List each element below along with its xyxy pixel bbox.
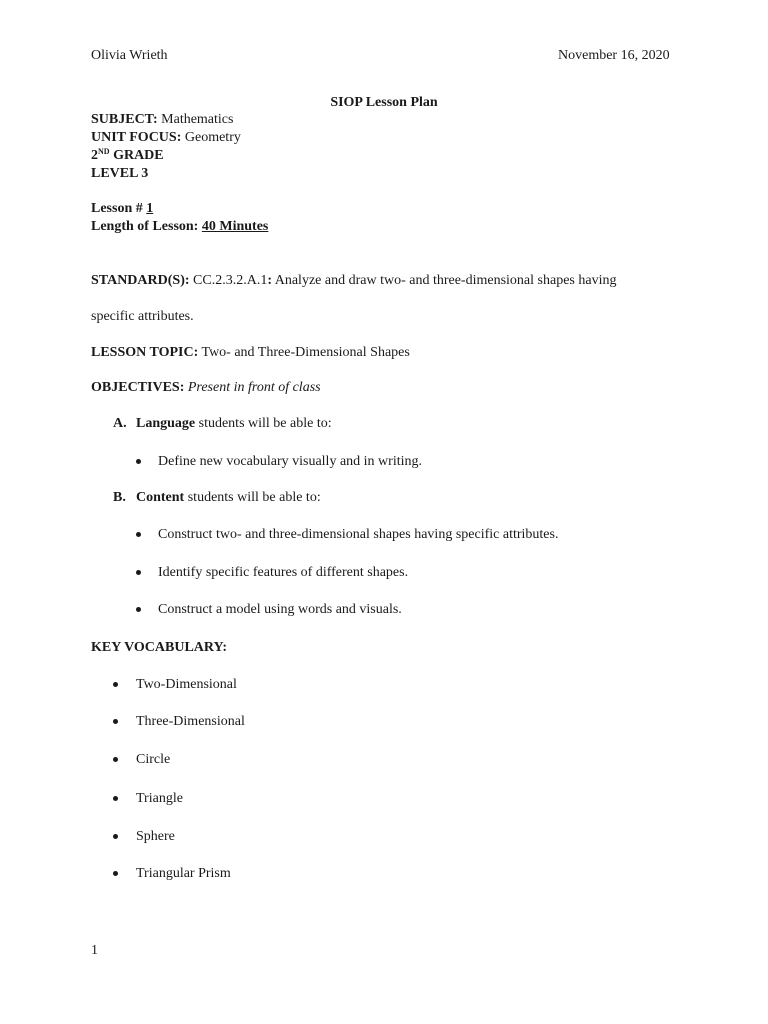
- lesson-number-label: Lesson #: [91, 201, 143, 216]
- standard-code: CC.2.3.2.A.1: [193, 273, 268, 288]
- vocabulary-item: Three-Dimensional: [136, 714, 245, 729]
- objective-b-item: Identify specific features of different shapes.: [158, 565, 409, 580]
- objective-a-bold: Language: [136, 416, 196, 431]
- grade-word: GRADE: [113, 148, 164, 163]
- page-number: 1: [91, 943, 98, 958]
- standard-colon: :: [267, 273, 272, 288]
- objective-b-bold: Content: [136, 490, 185, 505]
- objective-b-item: Construct a model using words and visuals.: [158, 602, 402, 617]
- standard-line: [91, 272, 616, 290]
- objective-b-marker: B.: [113, 490, 126, 505]
- document-title: SIOP Lesson Plan: [330, 95, 438, 110]
- subject-line: [91, 111, 233, 129]
- objectives-note: Present in front of class: [187, 380, 321, 395]
- unit-focus-line: [91, 129, 241, 147]
- key-vocabulary-heading: KEY VOCABULARY:: [91, 640, 228, 655]
- header-date: November 16, 2020: [558, 48, 670, 63]
- lesson-length-line: [91, 218, 268, 236]
- header-author: Olivia Wrieth: [91, 48, 168, 63]
- objectives-line: [91, 379, 321, 397]
- bullet-icon: [113, 682, 118, 687]
- bullet-icon: [113, 719, 118, 724]
- grade-number: 2: [91, 148, 98, 163]
- bullet-icon: [113, 796, 118, 801]
- bullet-icon: [136, 570, 141, 575]
- grade-line: [91, 147, 164, 165]
- objective-a-line: [136, 415, 332, 433]
- lesson-topic-line: [91, 344, 410, 362]
- unit-focus-value: Geometry: [184, 130, 241, 145]
- lesson-length-value: 40 Minutes: [201, 219, 269, 234]
- lesson-length-label: Length of Lesson:: [91, 219, 199, 234]
- lesson-topic-label: LESSON TOPIC:: [91, 345, 199, 360]
- lesson-number-value: 1: [146, 201, 154, 216]
- vocabulary-item: Sphere: [136, 829, 175, 844]
- bullet-icon: [136, 532, 141, 537]
- vocabulary-item: Two-Dimensional: [136, 677, 237, 692]
- objective-a-marker: A.: [113, 416, 127, 431]
- lesson-number-line: [91, 200, 153, 218]
- standard-continuation: specific attributes.: [91, 309, 194, 324]
- bullet-icon: [136, 459, 141, 464]
- objectives-label: OBJECTIVES:: [91, 380, 185, 395]
- bullet-icon: [113, 834, 118, 839]
- lesson-topic-value: Two- and Three-Dimensional Shapes: [201, 345, 410, 360]
- unit-focus-label: UNIT FOCUS:: [91, 130, 182, 145]
- bullet-icon: [113, 757, 118, 762]
- vocabulary-item: Triangular Prism: [136, 866, 231, 881]
- level-line: LEVEL 3: [91, 166, 149, 181]
- objective-a-text: students will be able to:: [198, 416, 332, 431]
- vocabulary-item: Circle: [136, 752, 171, 767]
- bullet-icon: [113, 871, 118, 876]
- subject-label: SUBJECT:: [91, 112, 158, 127]
- bullet-icon: [136, 607, 141, 612]
- standard-label: STANDARD(S):: [91, 273, 190, 288]
- objective-b-text: students will be able to:: [187, 490, 321, 505]
- grade-suffix: ND: [98, 147, 110, 156]
- vocabulary-item: Triangle: [136, 791, 183, 806]
- standard-text: Analyze and draw two- and three-dimensional shapes having: [274, 273, 617, 288]
- objective-b-line: [136, 489, 321, 507]
- subject-value: Mathematics: [161, 112, 234, 127]
- objective-b-item: Construct two- and three-dimensional shapes having specific attributes.: [158, 527, 559, 542]
- objective-a-item: Define new vocabulary visually and in writing.: [158, 454, 422, 469]
